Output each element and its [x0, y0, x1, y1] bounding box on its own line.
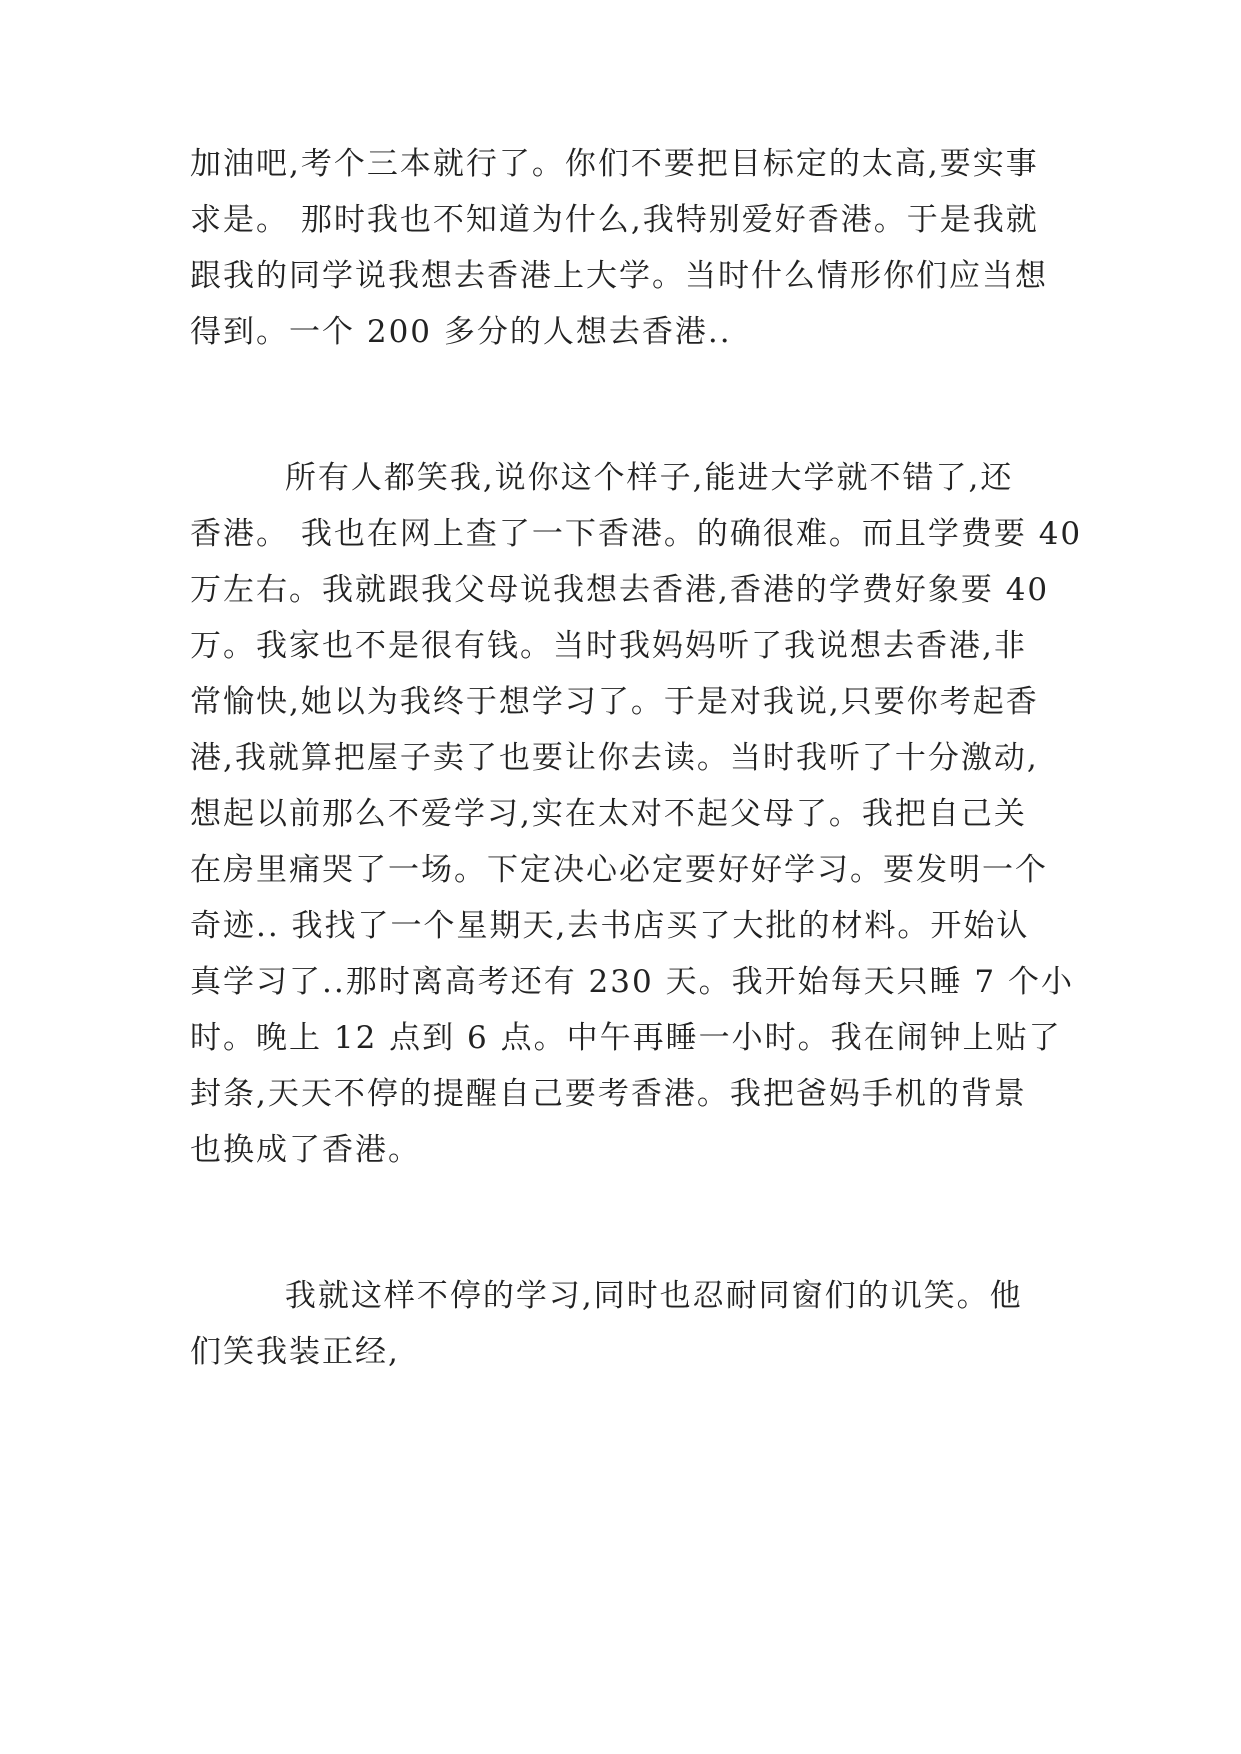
paragraph-1-line-3: 跟我的同学说我想去香港上大学。当时什么情形你们应当想 — [190, 258, 1048, 294]
paragraph-3-line-1: 我就这样不停的学习,同时也忍耐同窗们的讥笑。他 — [190, 1278, 1023, 1314]
paragraph-2-line-9: 奇迹.. 我找了一个星期天,去书店买了大批的材料。开始认 — [190, 908, 1030, 944]
paragraph-2-line-5: 常愉快,她以为我终于想学习了。于是对我说,只要你考起香 — [190, 684, 1039, 720]
paragraph-2-line-11: 时。晚上 12 点到 6 点。中午再睡一小时。我在闹钟上贴了 — [190, 1020, 1062, 1056]
paragraph-2-line-3: 万左右。我就跟我父母说我想去香港,香港的学费好象要 40 — [190, 572, 1050, 608]
paragraph-1-line-1: 加油吧,考个三本就行了。你们不要把目标定的太高,要实事 — [190, 146, 1039, 182]
paragraph-2-line-8: 在房里痛哭了一场。下定决心必定要好好学习。要发明一个 — [190, 852, 1048, 888]
paragraph-2-line-1: 所有人都笑我,说你这个样子,能进大学就不错了,还 — [190, 460, 1014, 496]
paragraph-2-line-4: 万。我家也不是很有钱。当时我妈妈听了我说想去香港,非 — [190, 628, 1027, 664]
paragraph-1-line-2: 求是。 那时我也不知道为什么,我特别爱好香港。于是我就 — [190, 202, 1039, 238]
paragraph-2-line-12: 封条,天天不停的提醒自己要考香港。我把爸妈手机的背景 — [190, 1076, 1027, 1112]
paragraph-2-line-10: 真学习了..那时离高考还有 230 天。我开始每天只睡 7 个小 — [190, 964, 1075, 1000]
paragraph-2-line-6: 港,我就算把屋子卖了也要让你去读。当时我听了十分激动, — [190, 740, 1039, 776]
paragraph-3-line-2: 们笑我装正经, — [190, 1334, 400, 1370]
paragraph-2-line-7: 想起以前那么不爱学习,实在太对不起父母了。我把自己关 — [190, 796, 1027, 832]
paragraph-2-line-13: 也换成了香港。 — [190, 1132, 421, 1168]
paragraph-1-line-4: 得到。一个 200 多分的人想去香港.. — [190, 314, 732, 350]
paragraph-2-line-2: 香港。 我也在网上查了一下香港。的确很难。而且学费要 40 — [190, 516, 1083, 552]
